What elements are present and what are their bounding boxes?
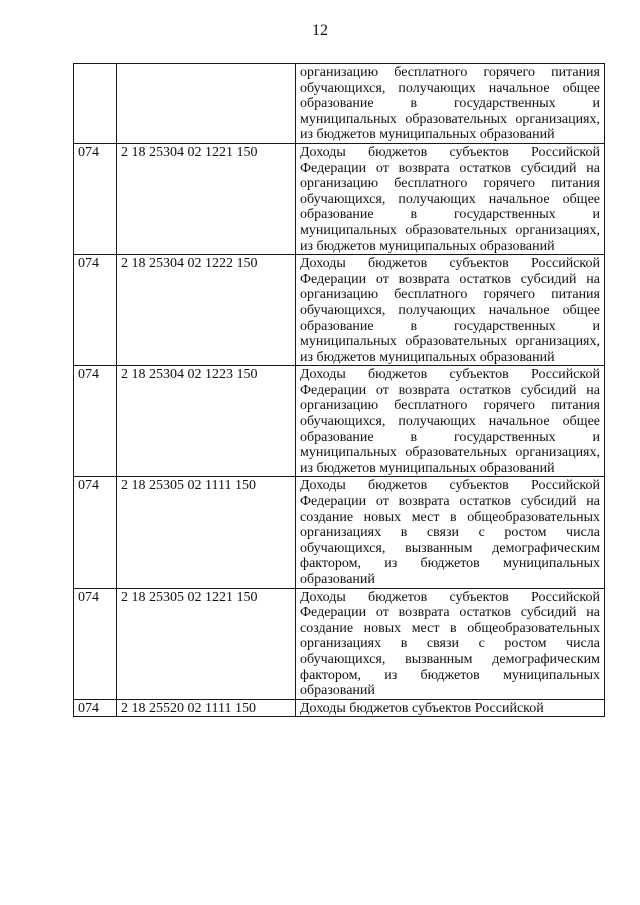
classification-code-cell: 2 18 25305 02 1221 150 <box>117 588 296 699</box>
classification-code-cell: 2 18 25304 02 1221 150 <box>117 143 296 254</box>
page-number: 12 <box>312 22 328 39</box>
classification-code-cell <box>117 64 296 144</box>
admin-code-cell: 074 <box>74 255 117 366</box>
table-row <box>74 64 605 144</box>
description-cell: Доходы бюджетов субъектов Российской Федерации от возврата остатков субсидий на создание новых мест в общеобразовательных организациях в связи с ростом числа обучающихся, вызванным демографическим фактором, из бюджетов муниципальных образований <box>296 588 605 699</box>
admin-code-cell: 074 <box>74 588 117 699</box>
table-row <box>74 255 605 366</box>
classification-code-cell: 2 18 25304 02 1222 150 <box>117 255 296 366</box>
admin-code-cell: 074 <box>74 477 117 588</box>
description-cell: Доходы бюджетов субъектов Российской Федерации от возврата остатков субсидий на организацию бесплатного горячего питания обучающихся, получающих начальное общее образование в государственных и муниципальных образовательных организациях, из бюджетов муниципальных образований <box>296 143 605 254</box>
description-cell: Доходы бюджетов субъектов Российской Федерации от возврата остатков субсидий на организацию бесплатного горячего питания обучающихся, получающих начальное общее образование в государственных и муниципальных образовательных организациях, из бюджетов муниципальных образований <box>296 366 605 477</box>
description-cell: Доходы бюджетов субъектов Российской Федерации от возврата остатков субсидий на организацию бесплатного горячего питания обучающихся, получающих начальное общее образование в государственных и муниципальных образовательных организациях, из бюджетов муниципальных образований <box>296 255 605 366</box>
budget-codes-table <box>73 63 605 717</box>
admin-code-cell: 074 <box>74 143 117 254</box>
description-cell: Доходы бюджетов субъектов Российской Федерации от возврата остатков субсидий на создание новых мест в общеобразовательных организациях в связи с ростом числа обучающихся, вызванным демографическим фактором, из бюджетов муниципальных образований <box>296 477 605 588</box>
admin-code-cell <box>74 64 117 144</box>
table-row <box>74 477 605 588</box>
classification-code-cell: 2 18 25304 02 1223 150 <box>117 366 296 477</box>
admin-code-cell: 074 <box>74 366 117 477</box>
table-row <box>74 699 605 717</box>
description-cell: организацию бесплатного горячего питания обучающихся, получающих начальное общее образование в государственных и муниципальных образовательных организациях, из бюджетов муниципальных образований <box>296 64 605 144</box>
table-row <box>74 366 605 477</box>
classification-code-cell: 2 18 25305 02 1111 150 <box>117 477 296 588</box>
table-row <box>74 143 605 254</box>
admin-code-cell: 074 <box>74 699 117 717</box>
description-cell: Доходы бюджетов субъектов Российской <box>296 699 605 717</box>
classification-code-cell: 2 18 25520 02 1111 150 <box>117 699 296 717</box>
table-row <box>74 588 605 699</box>
